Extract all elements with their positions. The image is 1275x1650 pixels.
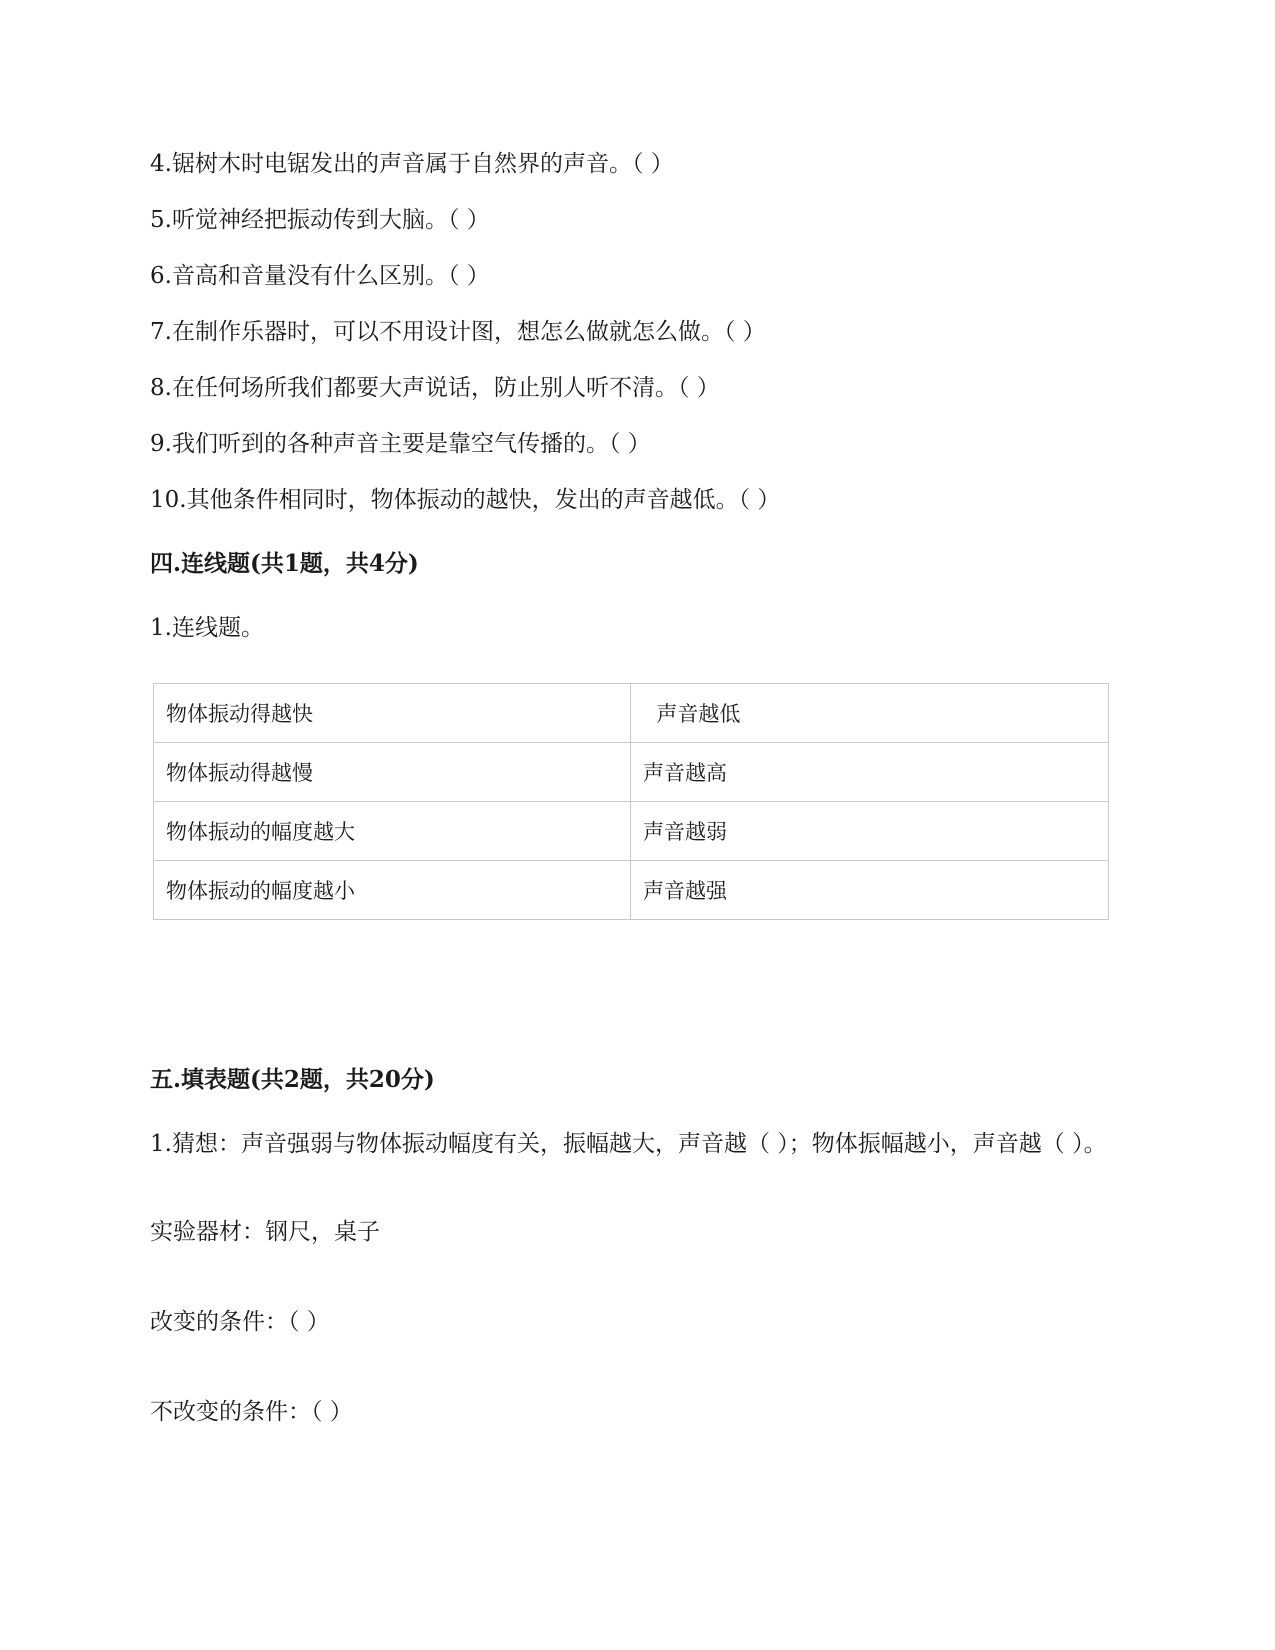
matching-table	[153, 683, 1109, 920]
fill-question: 1.猜想：声音强弱与物体振动幅度有关，振幅越大，声音越（ ）；物体振幅越小，声音越（ ）。	[150, 1131, 1107, 1157]
table-cell-right: 声音越强	[631, 861, 1109, 920]
table-cell-left: 物体振动的幅度越小	[154, 861, 631, 920]
table-cell-right: 声音越低	[631, 684, 1109, 743]
matching-question: 1.连线题。	[150, 615, 264, 641]
table-cell-left: 物体振动的幅度越大	[154, 802, 631, 861]
materials-line: 实验器材：钢尺，桌子	[150, 1219, 380, 1245]
section-4-heading: 四.连线题(共1题，共4分)	[150, 550, 419, 577]
question-4: 4.锯树木时电锯发出的声音属于自然界的声音。（ ）	[150, 151, 674, 177]
question-5: 5.听觉神经把振动传到大脑。（ ）	[150, 207, 490, 233]
table-cell-left: 物体振动得越慢	[154, 743, 631, 802]
section-5-heading: 五.填表题(共2题，共20分)	[150, 1066, 435, 1093]
table-row	[154, 743, 1109, 802]
changed-condition-line: 改变的条件：（ ）	[150, 1309, 330, 1335]
table-row	[154, 684, 1109, 743]
question-10: 10.其他条件相同时，物体振动的越快，发出的声音越低。（ ）	[150, 487, 781, 513]
question-8: 8.在任何场所我们都要大声说话，防止别人听不清。（ ）	[150, 375, 720, 401]
table-cell-right: 声音越高	[631, 743, 1109, 802]
question-7: 7.在制作乐器时，可以不用设计图，想怎么做就怎么做。（ ）	[150, 319, 766, 345]
unchanged-condition-line: 不改变的条件：（ ）	[150, 1399, 353, 1425]
table-row	[154, 802, 1109, 861]
table-row	[154, 861, 1109, 920]
question-6: 6.音高和音量没有什么区别。（ ）	[150, 263, 490, 289]
table-cell-left: 物体振动得越快	[154, 684, 631, 743]
table-cell-right: 声音越弱	[631, 802, 1109, 861]
question-9: 9.我们听到的各种声音主要是靠空气传播的。（ ）	[150, 431, 651, 457]
